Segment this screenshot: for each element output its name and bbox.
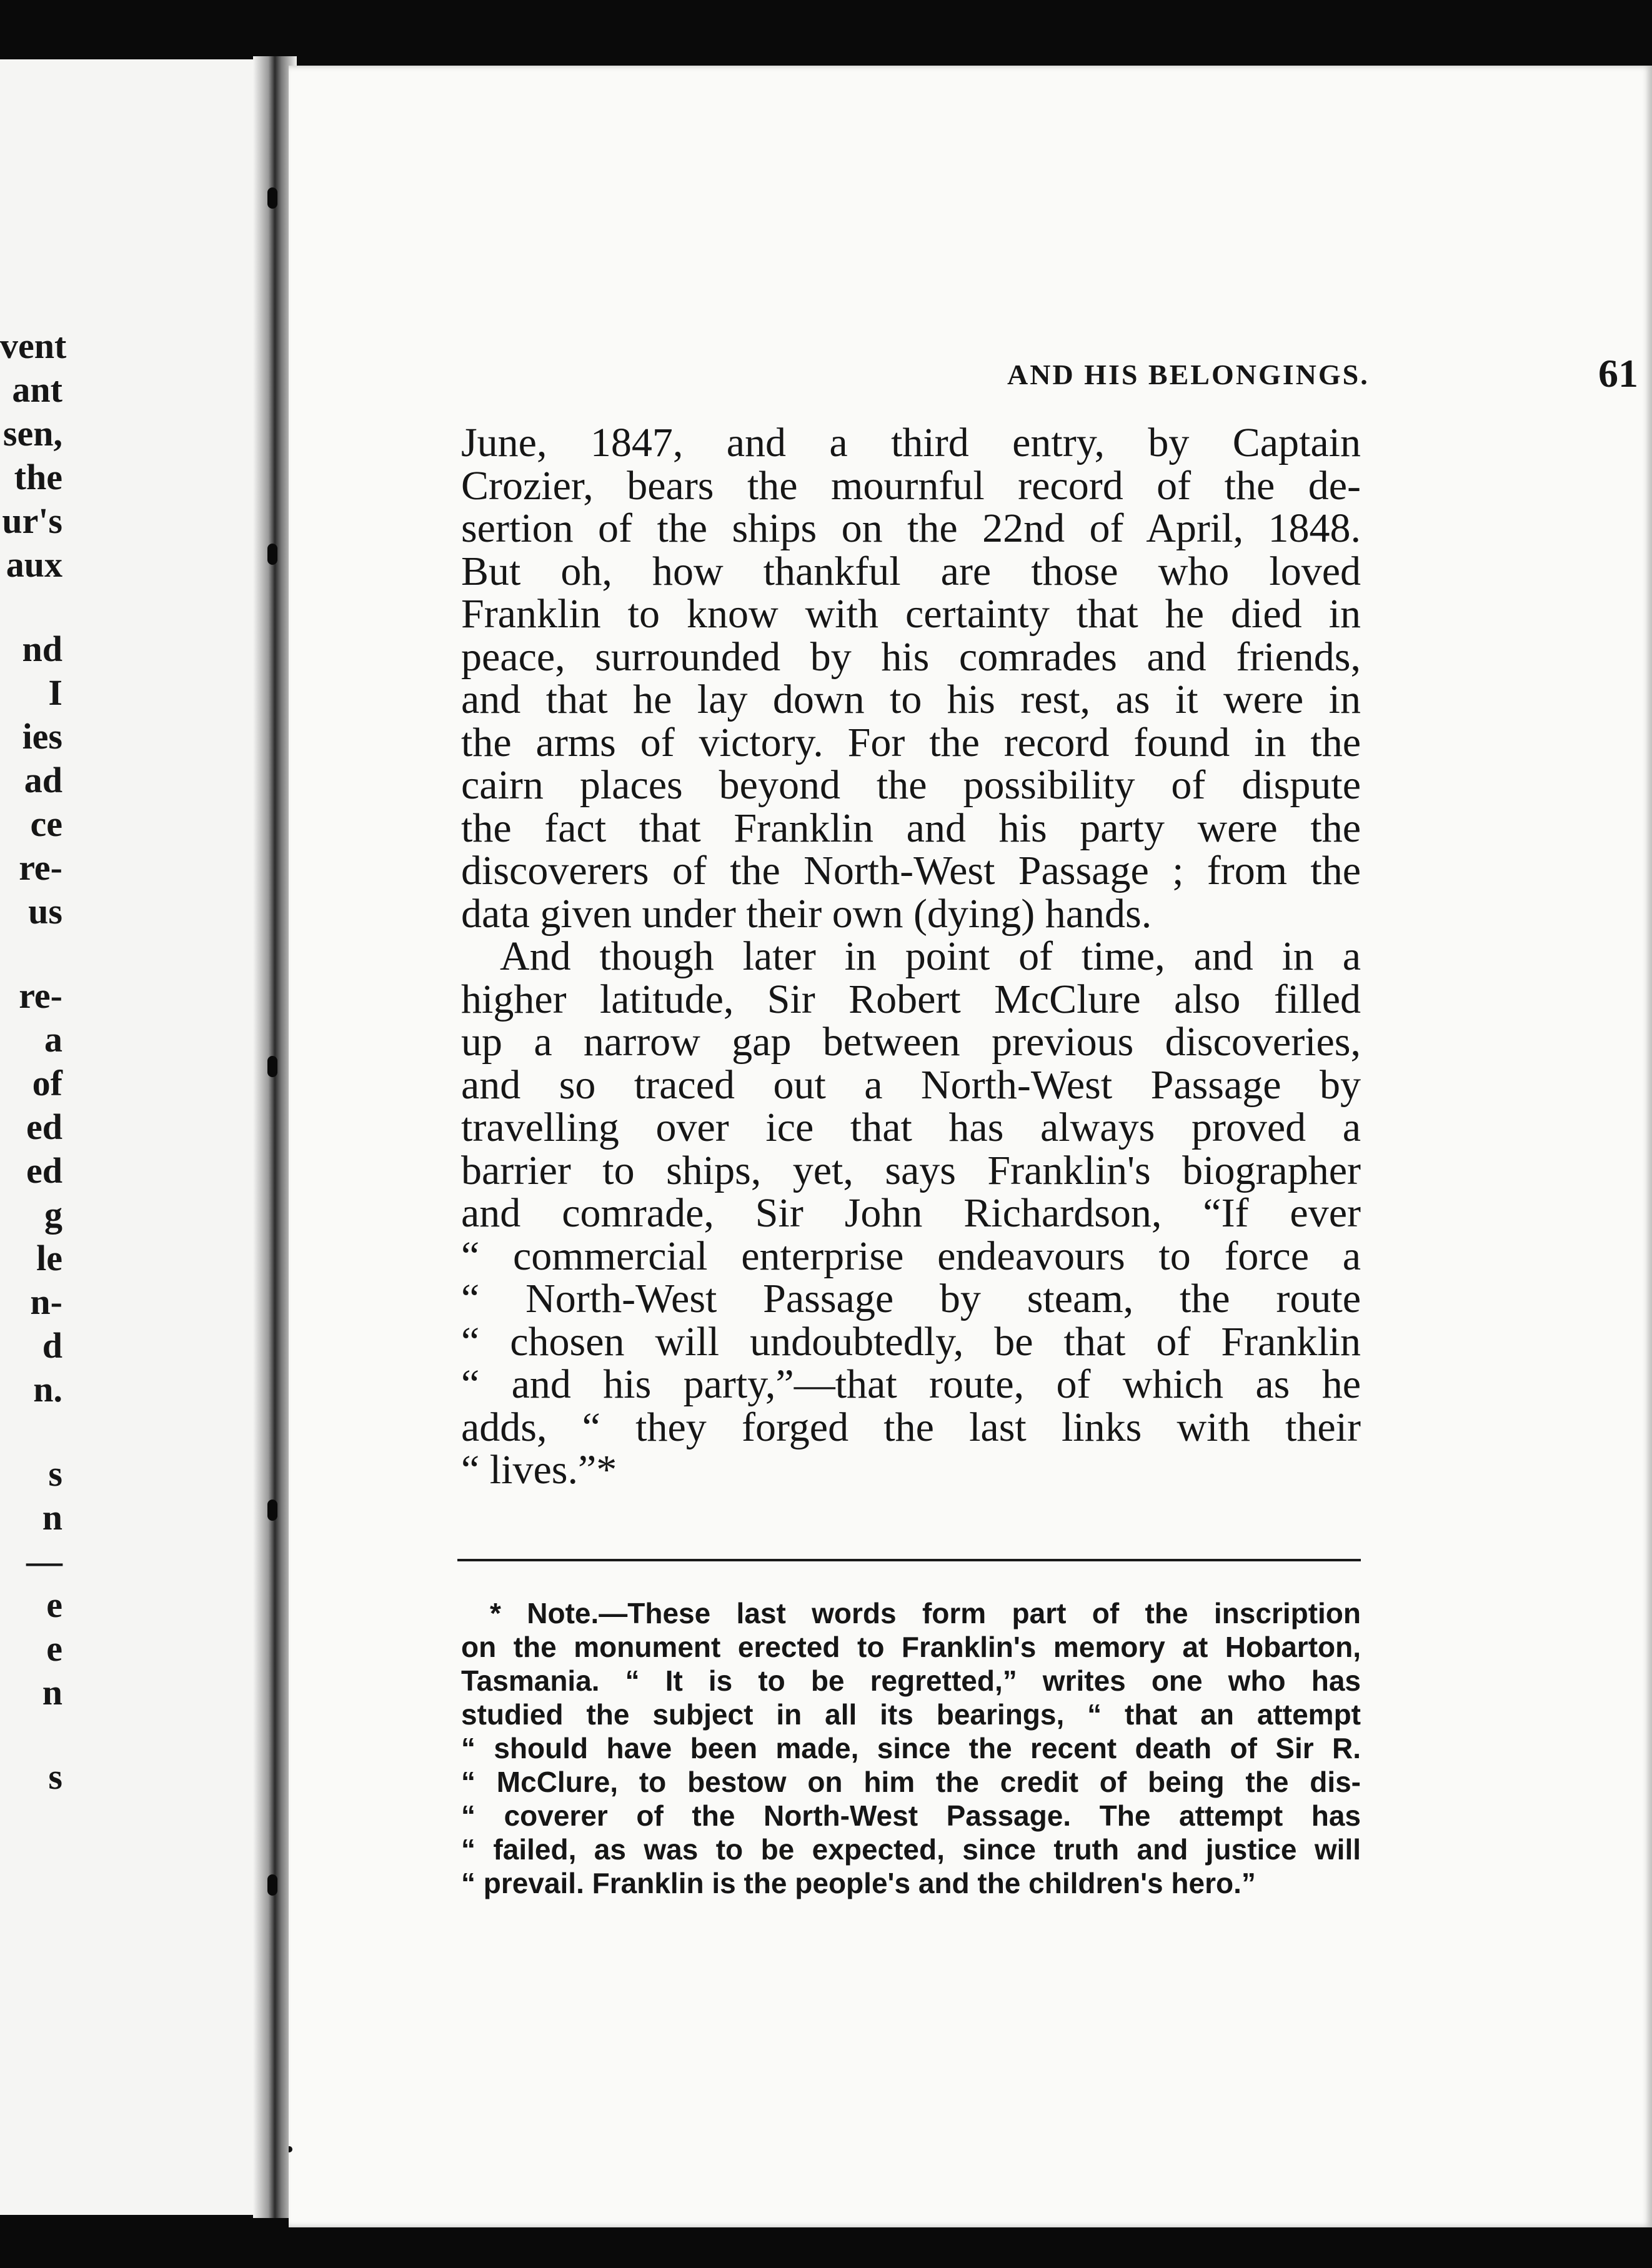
- body-line: data given under their own (dying) hands.: [461, 890, 1152, 937]
- left-page-text-fragment: a: [44, 1019, 62, 1060]
- footnote-line: “ should have been made, since the recent death of Sir R.: [461, 1732, 1361, 1764]
- left-page-text-fragment: I: [48, 672, 62, 713]
- body-line: And though later in point of time, and in a: [500, 933, 1361, 979]
- left-page-text-fragment: the: [14, 457, 62, 497]
- left-page-text-fragment: ur's: [2, 500, 62, 541]
- running-head-title: AND HIS BELONGINGS.: [1007, 359, 1370, 390]
- body-line: up a narrow gap between previous discoveries,: [461, 1019, 1361, 1065]
- left-page-text-fragment: s: [48, 1756, 62, 1797]
- footnote-line: * Note.—These last words form part of the inscription: [490, 1597, 1361, 1629]
- binding-stitch: [267, 187, 277, 209]
- left-page-text-fragment: n.: [33, 1369, 62, 1410]
- left-page-text-fragment: —: [26, 1541, 62, 1581]
- footnote-line: “ McClure, to bestow on him the credit of being the dis-: [461, 1766, 1361, 1798]
- left-facing-page: [0, 59, 270, 2215]
- left-page-text-fragment: d: [42, 1325, 62, 1366]
- body-text: [461, 422, 1361, 1492]
- body-line: adds, “ they forged the last links with their: [461, 1404, 1361, 1450]
- footnote-line: on the monument erected to Franklin's memory at Hobarton,: [461, 1631, 1361, 1663]
- left-page-text-fragment: ant: [12, 369, 62, 410]
- body-line: peace, surrounded by his comrades and friends,: [461, 634, 1361, 680]
- footnote-rule: [457, 1559, 1361, 1561]
- body-line: “ lives.”*: [461, 1447, 617, 1493]
- left-page-text-fragment: re-: [19, 975, 62, 1016]
- body-line: and so traced out a North-West Passage by: [461, 1062, 1361, 1108]
- footnote-line: studied the subject in all its bearings, “ that an attempt: [461, 1698, 1361, 1731]
- left-page-text-fragment: n: [42, 1497, 62, 1538]
- body-line: sertion of the ships on the 22nd of April, 1848.: [461, 505, 1361, 551]
- left-page-text-fragment: n-: [30, 1281, 62, 1322]
- body-line: discoverers of the North-West Passage ; from the: [461, 848, 1361, 893]
- left-page-text-fragment: ed: [26, 1150, 62, 1191]
- left-page-text-fragment: ad: [24, 760, 62, 800]
- body-line: But oh, how thankful are those who loved: [461, 548, 1361, 594]
- body-line: the arms of victory. For the record found in the: [461, 719, 1361, 765]
- body-line: and that he lay down to his rest, as it were in: [461, 677, 1361, 722]
- footnote-line: “ coverer of the North-West Passage. The attempt has: [461, 1799, 1361, 1832]
- body-line: Franklin to know with certainty that he died in: [461, 591, 1361, 637]
- body-line: “ North-West Passage by steam, the route: [461, 1276, 1361, 1321]
- left-page-text-fragment: nd: [22, 629, 62, 669]
- body-line: Crozier, bears the mournful record of the de-: [461, 462, 1361, 509]
- running-head: [495, 346, 1638, 402]
- footnote-line: “ prevail. Franklin is the people's and the children's hero.”: [461, 1867, 1256, 1899]
- left-page-text-fragment: us: [28, 891, 62, 932]
- body-line: higher latitude, Sir Robert McClure also filled: [461, 976, 1361, 1022]
- body-line: and comrade, Sir John Richardson, “If ever: [461, 1190, 1361, 1236]
- body-line: the fact that Franklin and his party were the: [461, 805, 1361, 851]
- left-page-text-fragment: ed: [26, 1107, 62, 1147]
- left-page-text-fragment: e: [46, 1628, 62, 1669]
- binding-stitch: [267, 544, 277, 565]
- left-page-text-fragment: e: [46, 1584, 62, 1625]
- left-page-text-fragment: re-: [19, 847, 62, 888]
- footnote-line: Tasmania. “ It is to be regretted,” writes one who has: [461, 1664, 1361, 1697]
- body-line: “ chosen will undoubtedly, be that of Franklin: [461, 1318, 1361, 1365]
- left-page-text-fragment: g: [44, 1194, 62, 1235]
- left-page-text-fragment: aux: [6, 544, 62, 585]
- body-line: cairn places beyond the possibility of dispute: [461, 762, 1361, 808]
- body-line: travelling over ice that has always proved a: [461, 1105, 1361, 1150]
- left-page-text-fragment: sen,: [2, 413, 62, 454]
- page-speck: [289, 2146, 292, 2152]
- footnote: [461, 1596, 1361, 1900]
- body-line: “ commercial enterprise endeavours to force a: [461, 1233, 1361, 1279]
- binding-stitch: [267, 1056, 277, 1077]
- left-page-text-fragment: vent: [0, 326, 67, 366]
- book-page: [289, 66, 1652, 2227]
- binding-stitch: [267, 1874, 277, 1896]
- body-line: June, 1847, and a third entry, by Captain: [461, 420, 1361, 465]
- footnote-line: “ failed, as was to be expected, since truth and justice will: [461, 1833, 1361, 1866]
- page-number: 61: [1598, 351, 1638, 395]
- left-page-text-fragment: le: [36, 1238, 62, 1278]
- left-page-text-fragment: ce: [30, 803, 62, 844]
- left-page-text-fragment: ies: [22, 716, 62, 757]
- left-page-text-fragment: of: [32, 1063, 62, 1103]
- left-page-text-fragment: s: [48, 1453, 62, 1494]
- binding-stitch: [267, 1500, 277, 1521]
- body-line: “ and his party,”—that route, of which as he: [461, 1361, 1361, 1407]
- body-line: barrier to ships, yet, says Franklin's biographer: [461, 1147, 1361, 1193]
- left-page-text-fragment: n: [42, 1672, 62, 1713]
